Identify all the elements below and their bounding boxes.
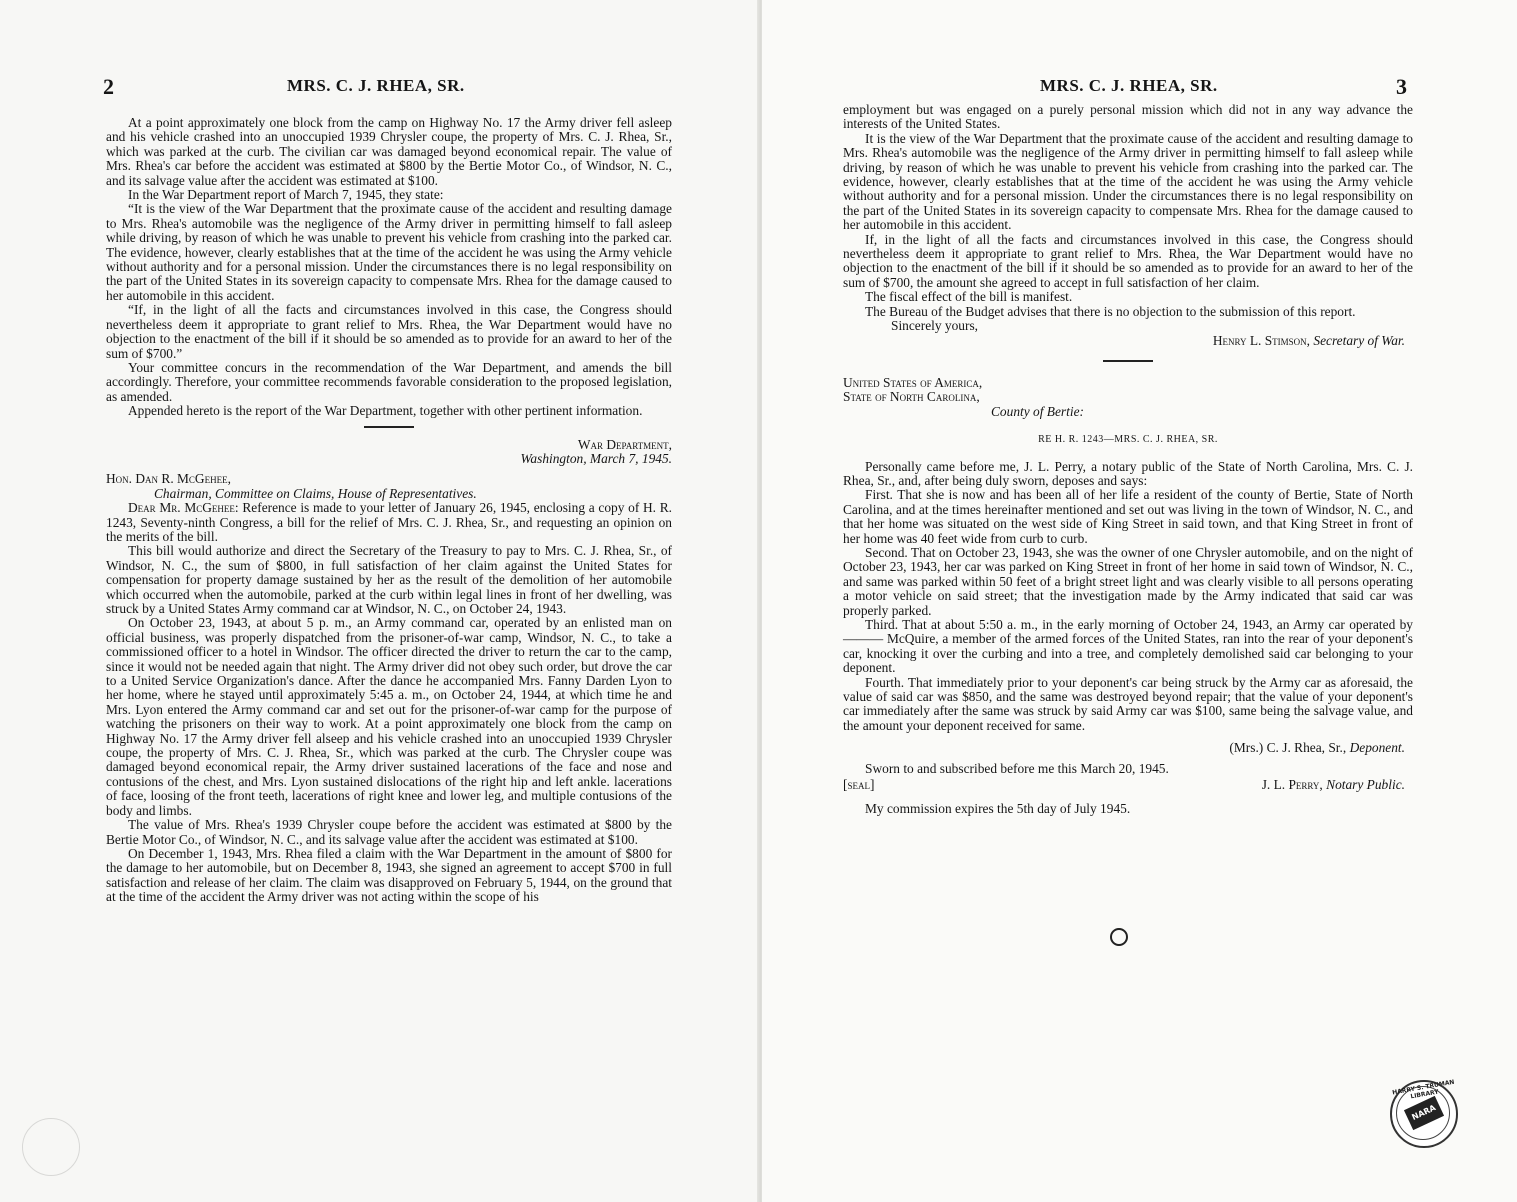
- end-mark-circle: [1110, 928, 1128, 946]
- venue-line: State of North Carolina,: [843, 389, 980, 405]
- letter-opening: [106, 501, 672, 544]
- salutation: Dear Mr. McGehee:: [128, 500, 239, 516]
- commission-line: My commission expires the 5th day of July 1945.: [865, 801, 1131, 817]
- paragraph: In the War Department report of March 7, 1945, they state:: [128, 187, 444, 203]
- seal-notary-line: [843, 778, 1413, 792]
- notary-signature: [1262, 778, 1405, 792]
- paragraph: If, in the light of all the facts and circumstances involved in this case, the Congress should nevertheless deem it appropriate to grant relief to Mrs. Rhea, the War Department would have no objection to the enactment of the bill if it should be so amended as to provide for an award to her of the sum of $700, the amount she agreed to accept in full satisfaction of her claim.: [843, 231, 1413, 290]
- stamp-center-text: NARA: [1404, 1096, 1444, 1130]
- quote-paragraph: “If, in the light of all the facts and circumstances involved in this case, the Congress should nevertheless deem it appropriate to grant relief to Mrs. Rhea, the War Department would have no objection to the enactment of the bill if it should be so amended as to provide for an award to her of the sum of $700.”: [106, 302, 672, 361]
- deponent-signature: [843, 741, 1405, 755]
- affidavit-paragraph: Third. That at about 5:50 a. m., in the early morning of October 24, 1943, an Army car operated by ——— McQuire, a member of the armed forces of the United States, ran into the rear of your deponent's car, knocking it over the curbing and into a tree, and completely demolished said car belonging to your deponent.: [843, 617, 1413, 676]
- paragraph: employment but was engaged on a purely personal mission which did not in any way advance the interests of the United States.: [843, 102, 1413, 132]
- letter-place-date: Washington, March 7, 1945.: [520, 450, 672, 466]
- section-rule: [364, 426, 414, 428]
- paragraph: At a point approximately one block from the camp on Highway No. 17 the Army driver fell asleep and his vehicle crashed into an unoccupied 1939 Chrysler coupe, the property of Mrs. C. J. Rhea, Sr., which was parked at the curb. The civilian car was damaged beyond economical repair. The value of Mrs. Rhea's car before the accident was estimated at $800 by the Bertie Motor Co., of Windsor, N. C., and its salvage value after the accident was estimated at $100.: [106, 115, 672, 188]
- notary-name: J. L. Perry,: [1261, 777, 1323, 793]
- library-stamp: [1390, 1080, 1458, 1148]
- addressee-name: Hon. Dan R. McGehee,: [106, 471, 231, 487]
- running-header-right: MRS. C. J. RHEA, SR.: [1040, 76, 1218, 95]
- quote-paragraph: “It is the view of the War Department that the proximate cause of the accident and resulting damage to Mrs. Rhea's automobile was the negligence of the Army driver in permitting himself to fall asleep while driving, by reason of which he was unable to prevent his vehicle from crashing into the parked car. The evidence, however, clearly establishes that at the time of the accident he was using the Army vehicle without authority and for a personal mission. Under the circumstances there is no legal responsibility on the part of the United States in its sovereign capacity to compensate Mrs. Rhea for the damage caused to her automobile in this accident.: [106, 201, 672, 303]
- page-number-left: 2: [103, 74, 114, 99]
- faint-seal-mark: [22, 1118, 80, 1176]
- sworn-line: Sworn to and subscribed before me this March 20, 1945.: [865, 760, 1169, 776]
- right-body: [843, 103, 1413, 817]
- running-header-left: MRS. C. J. RHEA, SR.: [287, 76, 465, 95]
- page-number-right: 3: [1396, 74, 1407, 99]
- venue-county: County of Bertie:: [991, 403, 1084, 419]
- affidavit-paragraph: Second. That on October 23, 1943, she was the owner of one Chrysler automobile, and on the night of October 23, 1943, her car was parked on King Street in front of her home in said town of Windsor, N. C., and same was parked within 50 feet of a bright street light and was clearly visible to all persons operating a motor vehicle on said street; that the investigation made by the Army indicated that said car was properly parked.: [843, 544, 1413, 618]
- affidavit-paragraph: Fourth. That immediately prior to your deponent's car being struck by the Army car as aforesaid, the value of said car was $850, and the same was destroyed beyond repair; that the value of your deponent's car immediately after the same was struck by said Army car was $100, same being the salvage value, and the amount your deponent received for same.: [843, 674, 1413, 733]
- letter-paragraph: Reference is made to your letter of January 26, 1945, enclosing a copy of H. R. 1243, Seventy-ninth Congress, a bill for the relief of Mrs. C. J. Rhea, Sr., and requesting an opinion on the merits of the bill.: [106, 500, 672, 544]
- deponent-title: Deponent.: [1349, 740, 1405, 756]
- closing: Sincerely yours,: [891, 318, 979, 334]
- paragraph: The Bureau of the Budget advises that there is no objection to the submission of this report.: [865, 303, 1356, 319]
- signer-title: Secretary of War.: [1313, 332, 1405, 348]
- stamp-ring-text: HARRY S. TRUMAN LIBRARY: [1391, 1078, 1455, 1101]
- letter-paragraph: This bill would authorize and direct the Secretary of the Treasury to pay to Mrs. C. J. Rhea, Sr., of Windsor, N. C., the sum of $800, in full satisfaction of her claim against the United States for compensation for property damage sustained by her as the result of the demolition of her automobile which occurred when the automobile, parked at the curb within legal lines in front of her dwelling, was struck by a United States Army command car at Windsor, N. C., on October 24, 1943.: [106, 543, 672, 616]
- signature: [843, 334, 1405, 348]
- section-rule: [1103, 360, 1153, 362]
- left-body: [106, 116, 672, 905]
- notary-title: Notary Public.: [1326, 777, 1405, 793]
- right-page: [762, 0, 1517, 1202]
- paragraph: Appended hereto is the report of the War Department, together with other pertinent information.: [128, 403, 643, 419]
- addressee-title: Chairman, Committee on Claims, House of Representatives.: [154, 485, 477, 501]
- affidavit-paragraph: First. That she is now and has been all of her life a resident of the county of Bertie, State of North Carolina, and at the times hereinafter mentioned and set out was living in the town of Windsor, N. C., and that her home was situated on the west side of King Street in said town, and that King Street in front of her home was 40 feet wide from curb to curb.: [843, 487, 1413, 546]
- paragraph: The fiscal effect of the bill is manifest.: [865, 289, 1073, 305]
- letter-from: War Department,: [577, 436, 672, 452]
- letter-paragraph: On October 23, 1943, at about 5 p. m., an Army command car, operated by an enlisted man on official business, was properly dispatched from the prisoner-of-war camp, Windsor, N. C., to take a commissioned officer to a hotel in Windsor. The officer directed the driver to return the car to the camp, since it would not be needed again that night. The Army driver did not obey such order, but drove the car to a United Service Organization's dance. After the dance he accompanied Mrs. Fanny Darden Lyon to her home, where he stayed until approximately 5:45 a. m., on October 24, 1944, at which time he and Mrs. Lyon entered the Army command car and set out for the prisoner-of-war camp for the purpose of watching the prisoners on their way to work. At a point approximately one block from the camp on Highway No. 17 the Army driver fell alseep and his vehicle crashed into an unoccupied 1939 Chrysler coupe, the property of Mrs. C. J. Rhea, Sr., which was parked at the curb. The Chrysler coupe was damaged beyond economical repair, the Army driver sustained lacerations of the face and nose and contusions of the chest, and Mrs. Lyon sustained dislocations of the right hip and left ankle. lacerations of face, loosing of the front teeth, lacerations of right knee and lower leg, and multiple contusions of the body and limbs.: [106, 615, 672, 818]
- seal-label: [seal]: [843, 777, 875, 793]
- venue-line: United States of America,: [843, 374, 983, 390]
- signer-name: Henry L. Stimson,: [1212, 332, 1311, 348]
- paragraph: It is the view of the War Department that the proximate cause of the accident and resulting damage to Mrs. Rhea's automobile was the negligence of the Army driver in permitting himself to fall asleep while driving, by reason of which he was unable to prevent his vehicle from crashing into the parked car. The evidence, however, clearly establishes that at the time of the accident he was using the Army vehicle without authority and for a personal mission. Under the circumstances there is no legal responsibility on the part of the United States in its sovereign capacity to compensate Mrs. Rhea for the damage caused to her automobile in this accident.: [843, 130, 1413, 233]
- affidavit-paragraph: Personally came before me, J. L. Perry, a notary public of the State of North Carolina, Mrs. C. J. Rhea, Sr., and, after being duly sworn, deposes and says:: [843, 458, 1413, 488]
- letter-paragraph: The value of Mrs. Rhea's 1939 Chrysler coupe before the accident was estimated at $800 by the Bertie Motor Co., of Windsor, N. C., and its salvage value after the accident was estimated at $100.: [106, 817, 672, 847]
- letter-paragraph: On December 1, 1943, Mrs. Rhea filed a claim with the War Department in the amount of $800 for the damage to her automobile, but on December 8, 1943, she signed an agreement to accept $700 in full satisfaction and release of her claim. The claim was disapproved on February 5, 1944, on the ground that at the time of the accident the Army driver was not acting within the scope of his: [106, 845, 672, 905]
- deponent-name: (Mrs.) C. J. Rhea, Sr.,: [1229, 740, 1347, 756]
- paragraph: Your committee concurs in the recommendation of the War Department, and amends the bill accordingly. Therefore, your committee recommends favorable consideration to the proposed legislation, as amended.: [106, 359, 672, 404]
- re-line: RE H. R. 1243—MRS. C. J. RHEA, SR.: [1038, 434, 1218, 446]
